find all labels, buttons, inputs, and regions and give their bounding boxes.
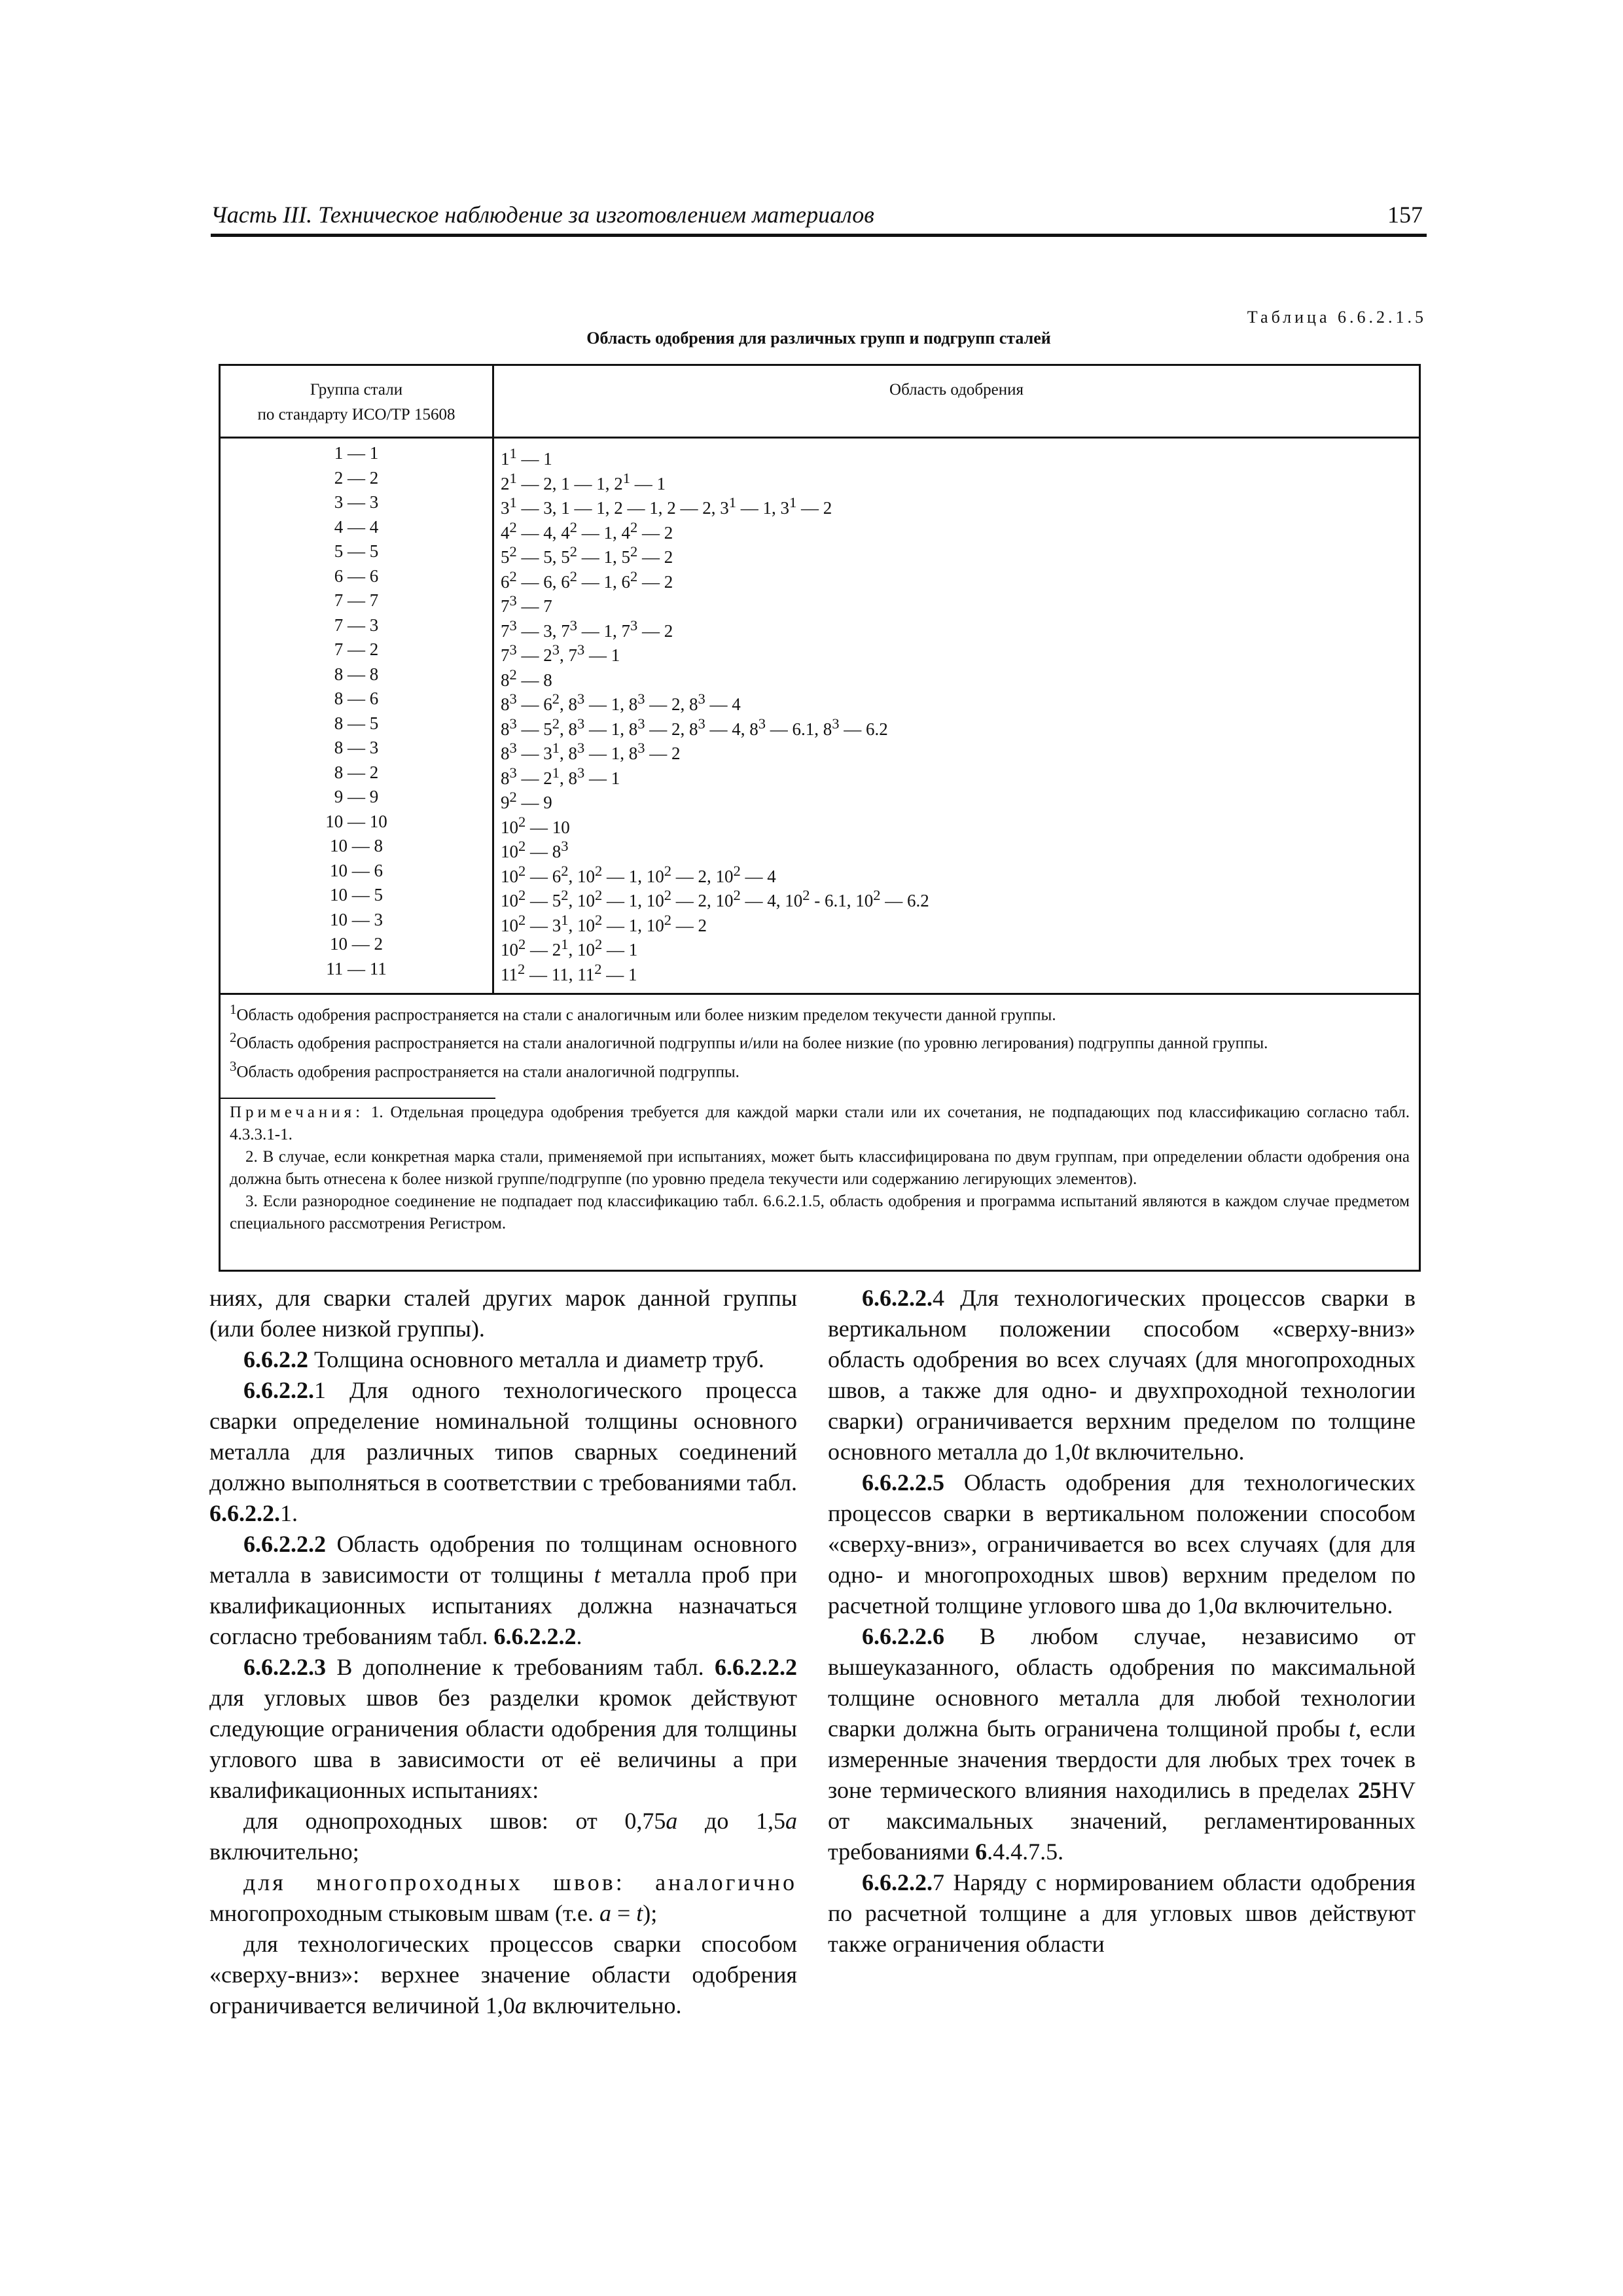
approval-range-cell: $10^2$ — $6^2$, $10^2$ — 1, $10^2$ — 2, $10^2$ — 4: [501, 862, 776, 886]
approval-range-table: [219, 364, 1421, 1272]
approval-range-cell: $6^2$ — 6, $6^2$ — 1, $6^2$ — 2: [501, 567, 673, 592]
steel-group-cell: 10 — 8: [330, 836, 383, 855]
steel-group-cell: 4 — 4: [334, 516, 379, 537]
steel-group-cell: 8 — 8: [334, 664, 379, 684]
body-column-right: [828, 1283, 1416, 1960]
approval-range-cell: $3^1$ — 3, 1 — 1, 2 — 1, 2 — 2, $3^1$ — 1, $3^1$ — 2: [501, 494, 832, 518]
steel-group-cell: 10 — 2: [330, 934, 383, 954]
footnote: $^2$Область одобрения распространяется на стали аналогичной подгруппы и/или на более низкие (по уровню легирования) подгруппы данной группы.: [230, 1030, 1268, 1052]
steel-group-cell: 6 — 6: [334, 565, 379, 586]
approval-range-cell: $1^1$ — 1: [501, 445, 552, 469]
steel-group-cell: 8 — 3: [334, 738, 379, 757]
running-header: [211, 200, 1427, 237]
approval-range-cell: $4^2$ — 4, $4^2$ — 1, $4^2$ — 2: [501, 518, 673, 543]
approval-range-column: [501, 441, 1412, 984]
column-divider: [492, 366, 494, 993]
page-number: 157: [1387, 202, 1423, 228]
steel-group-cell: 7 — 7: [334, 590, 379, 610]
footnote: $^1$Область одобрения распространяется на стали с аналогичным или более низким пределом текучести данной группы.: [230, 1001, 1056, 1024]
notes-label: Примечания:: [230, 1103, 365, 1121]
notes-divider: [221, 1098, 495, 1099]
table-caption: Область одобрения для различных групп и подгрупп сталей: [586, 329, 1051, 348]
steel-group-cell: 3 — 3: [334, 492, 379, 512]
table-note: 3. Если разнородное соединение не подпадает под классификацию табл. 6.6.2.1.5, область одобрения и программа испытаний являются в каждом случае предметом специального рассмотрения Регистром.: [230, 1193, 1410, 1232]
steel-group-cell: 9 — 9: [334, 787, 379, 806]
approval-range-cell: $10^2$ — $8^3$: [501, 838, 569, 861]
approval-range-cell: $8^3$ — $2^1$, $8^3$ — 1: [501, 764, 620, 788]
body-column-left: [209, 1283, 797, 2021]
body-paragraph: 6.6.2.2.4 Для технологических процессов сварки в вертикальном положении способом «сверху-вниз» область одобрения во всех случаях (для многопроходных швов, а также для одно- и двухпроходной технологии сварки) ограничивается верхним пределом по толщине основного металла до 1,0t включительно.: [828, 1285, 1416, 1465]
table-notes: [230, 1102, 1410, 1235]
footnote-divider: [221, 993, 1419, 995]
steel-group-cell: 10 — 5: [330, 885, 383, 905]
body-paragraph: для многопроходных швов: аналогично многопроходным стыковым швам (т.е. a = t);: [209, 1869, 797, 1926]
approval-range-cell: $5^2$ — 5, $5^2$ — 1, $5^2$ — 2: [501, 543, 673, 567]
table-footnotes: [230, 998, 1410, 1083]
approval-range-cell: $8^3$ — $6^2$, $8^3$ — 1, $8^3$ — 2, $8^3$ — 4: [501, 691, 741, 714]
table-label: Таблица 6.6.2.1.5: [1247, 308, 1427, 327]
steel-group-cell: 7 — 3: [334, 615, 379, 635]
note-text: 1. Отдельная процедура одобрения требуется для каждой марки стали или их сочетания, не подпадающих под классификацию согласно табл. 4.3.3.1-1.: [230, 1103, 1410, 1143]
approval-range-cell: $2^1$ — 2, 1 — 1, $2^1$ — 1: [501, 469, 666, 493]
approval-range-cell: $8^2$ — 8: [501, 666, 552, 690]
approval-range-cell: $10^2$ — $2^1$, $10^2$ — 1: [501, 936, 638, 960]
steel-group-cell: 8 — 5: [334, 713, 379, 733]
table-note: 2. В случае, если конкретная марка стали, применяемой при испытаниях, может быть классифицирована по двум группам, при определении области одобрения она должна быть отнесена к более низкой группе/подгруппе (по уровню предела текучести или содержанию легирующих элементов).: [230, 1148, 1410, 1188]
approval-range-cell: $10^2$ — 10: [501, 813, 570, 837]
body-paragraph: для однопроходных швов: от 0,75a до 1,5a включительно;: [209, 1808, 797, 1865]
body-paragraph: 6.6.2.2.7 Наряду с нормированием области одобрения по расчетной толщине а для угловых швов действуют также ограничения области: [828, 1869, 1416, 1957]
body-paragraph: 6.6.2.2.2 Область одобрения по толщинам основного металла в зависимости от толщины t металла проб при квалификационных испытаниях должна назначаться согласно требованиям табл. 6.6.2.2.2.: [209, 1531, 797, 1649]
approval-range-cell: $7^3$ — 7: [501, 592, 552, 616]
steel-group-cell: 7 — 2: [334, 639, 379, 659]
running-title: Часть III. Техническое наблюдение за изготовлением материалов: [211, 202, 874, 228]
column-header-line: по стандарту ИСО/ТР 15608: [257, 406, 455, 423]
header-divider: [221, 437, 1419, 439]
approval-range-cell: $11^2$ — 11, $11^2$ — 1: [501, 960, 637, 984]
approval-range-cell: $9^2$ — 9: [501, 789, 552, 812]
body-paragraph: 6.6.2.2.1 Для одного технологического процесса сварки определение номинальной толщины основного металла для различных типов сварных соединений должно выполняться в соответствии с требованиями табл. 6.6.2.2.1.: [209, 1377, 797, 1526]
body-paragraph: 6.6.2.2.5 Область одобрения для технологических процессов сварки в вертикальном положении способом «сверху-вниз», ограничивается во всех случаях (для для одно- и многопроходных швов) верхним пределом по расчетной толщине углового шва до 1,0a включительно.: [828, 1469, 1416, 1619]
column-header-line: Группа стали: [310, 381, 403, 399]
body-paragraph: 6.6.2.2.6 В любом случае, независимо от вышеуказанного, область одобрения по максимальной толщине основного металла для любой технологии сварки должна быть ограничена толщиной пробы t, если измеренные значения твердости для любых трех точек в зоне термического влияния находились в пределах 25HV от максимальных значений, регламентированных требованиями 6.4.4.7.5.: [828, 1623, 1416, 1865]
approval-range-cell: $10^2$ — $5^2$, $10^2$ — 1, $10^2$ — 2, $10^2$ — 4, $10^2 - 6.1$, $10^2$ — 6.2: [501, 887, 929, 910]
steel-group-cell: 10 — 6: [330, 860, 383, 880]
table-note: [230, 1102, 1410, 1146]
body-paragraph: 6.6.2.2 Толщина основного металла и диаметр труб.: [243, 1346, 764, 1372]
approval-range-cell: $10^2$ — $3^1$, $10^2$ — 1, $10^2$ — 2: [501, 911, 707, 935]
steel-group-cell: 8 — 6: [334, 689, 379, 708]
approval-range-cell: $7^3$ — 3, $7^3$ — 1, $7^3$ — 2: [501, 617, 673, 641]
steel-group-cell: 1 — 1: [334, 443, 379, 463]
steel-group-cell: 2 — 2: [334, 467, 379, 488]
steel-group-cell: 11 — 11: [326, 958, 387, 978]
body-paragraph: для технологических процессов сварки способом «сверху-вниз»: верхнее значение области одобрения ограничивается величиной 1,0a включительно.: [209, 1931, 797, 2018]
steel-group-cell: 5 — 5: [334, 541, 379, 561]
body-paragraph: 6.6.2.2.3 В дополнение к требованиям табл. 6.6.2.2.2 для угловых швов без разделки кромок действуют следующие ограничения области одобрения для толщины углового шва в зависимости от её величины а при квалификационных испытаниях:: [209, 1654, 797, 1803]
approval-range-cell: $7^3$ — $2^3$, $7^3$ — 1: [501, 641, 620, 665]
footnote: $^3$Область одобрения распространяется на стали аналогичной подгруппы.: [230, 1058, 740, 1081]
steel-group-cell: 8 — 2: [334, 762, 379, 782]
column-header-approval-range: Область одобрения: [889, 381, 1024, 399]
steel-group-cell: 10 — 3: [330, 909, 383, 929]
approval-range-cell: $8^3$ — $5^2$, $8^3$ — 1, $8^3$ — 2, $8^3$ — 4, $8^3$ — 6.1, $8^3$ — 6.2: [501, 715, 888, 739]
approval-range-cell: $8^3$ — $3^1$, $8^3$ — 1, $8^3$ — 2: [501, 740, 681, 763]
column-header-steel-group: [221, 378, 492, 427]
steel-group-cell: 10 — 10: [325, 811, 387, 831]
steel-group-column: [221, 441, 492, 981]
body-paragraph: ниях, для сварки сталей других марок данной группы (или более низкой группы).: [209, 1285, 797, 1342]
